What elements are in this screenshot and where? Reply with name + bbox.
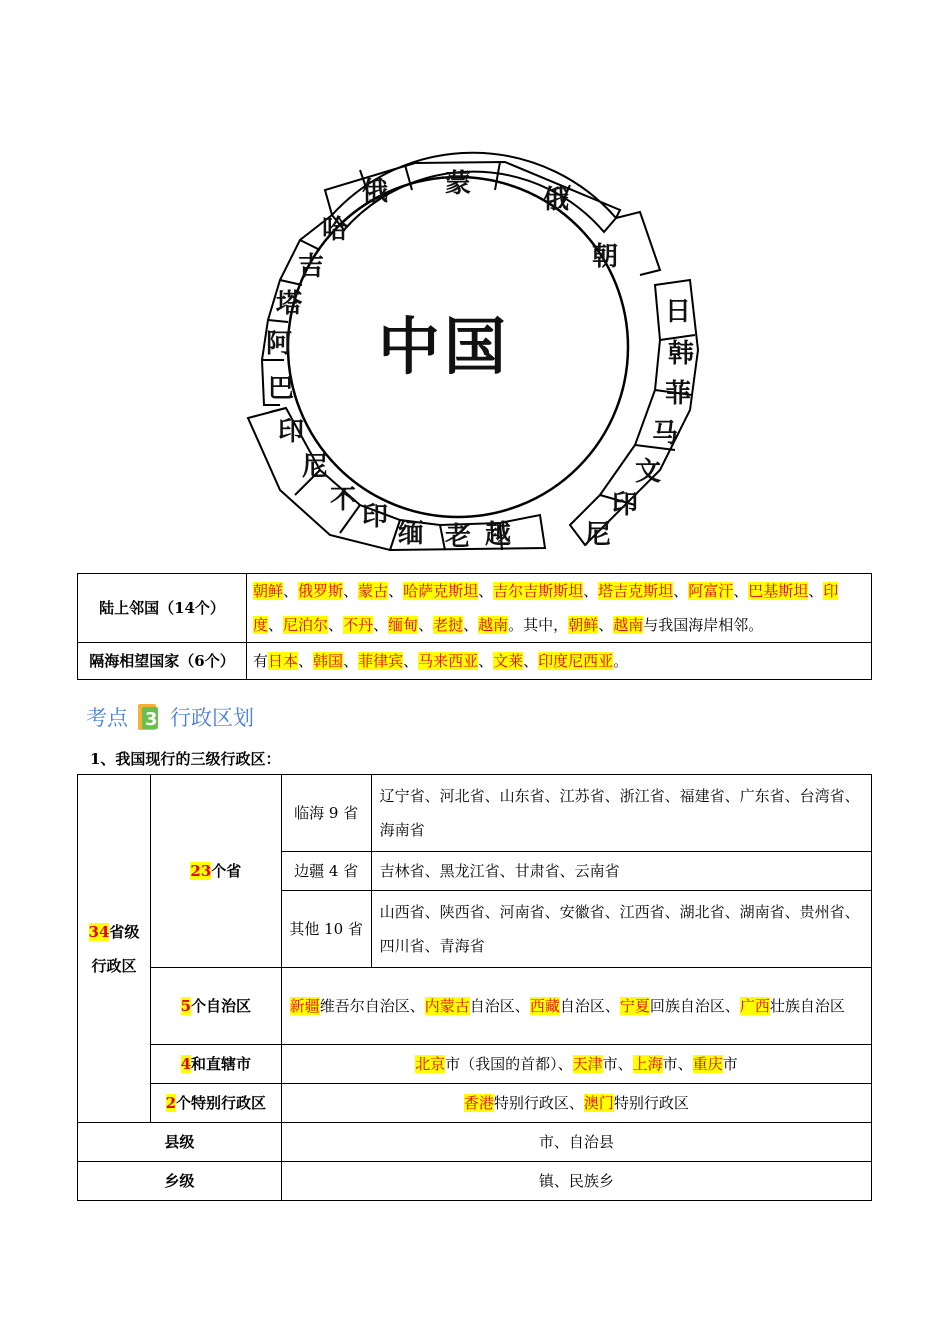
land-neighbor-item: 蒙古 (358, 582, 389, 600)
coastal-label: 临海 9 省 (281, 775, 371, 852)
ring-char-bhutan: 不 (330, 485, 357, 515)
section-name: 行政区划 (170, 706, 254, 730)
sar-count: 2 (165, 1094, 177, 1112)
sar-item: 澳门 (583, 1094, 614, 1112)
autonomous-item: 内蒙古 (424, 997, 470, 1015)
sea-char-indonesia-2: 尼 (585, 520, 612, 550)
neighbors-table (77, 573, 872, 680)
land-neighbor-item: 越南 (478, 616, 509, 634)
land-neighbor-item: 哈萨克斯坦 (403, 582, 479, 600)
table-row (78, 1045, 872, 1084)
land-neighbor-item: 阿富汗 (688, 582, 734, 600)
table-row (78, 1084, 872, 1123)
table-row (78, 1162, 872, 1201)
municipality-cell (150, 1045, 281, 1084)
land-neighbor-item: 塔吉克斯坦 (598, 582, 674, 600)
ring-char-vietnam: 越 (485, 520, 512, 550)
land-neighbor-item: 老挝 (433, 616, 464, 634)
border-list: 吉林省、黑龙江省、甘肃省、云南省 (371, 852, 871, 891)
ring-char-afghanistan: 阿 (266, 329, 293, 359)
sar-cell (150, 1084, 281, 1123)
section-title (86, 700, 254, 734)
township-label: 乡级 (78, 1162, 282, 1201)
center-label: 中国 (378, 310, 511, 383)
ring-char-nepal: 尼 (302, 452, 329, 482)
municipality-item: 上海 (632, 1055, 663, 1073)
township-value: 镇、民族乡 (281, 1162, 871, 1201)
china-neighbors-diagram (240, 150, 710, 570)
municipality-item: 北京 (415, 1055, 446, 1073)
sar-label: 个特别行政区 (176, 1094, 267, 1112)
sar-item: 香港 (463, 1094, 494, 1112)
svg-text:3: 3 (145, 709, 158, 730)
land-neighbor-item: 不丹 (343, 616, 374, 634)
other-list: 山西省、陕西省、河南省、安徽省、江西省、湖北省、湖南省、贵州省、四川省、青海省 (371, 891, 871, 968)
ring-char-kazakhstan: 哈 (322, 215, 349, 245)
land-neighbor-item: 俄罗斯 (298, 582, 344, 600)
land-neighbor-item: 尼泊尔 (283, 616, 329, 634)
autonomous-list: 新疆维吾尔自治区、内蒙古自治区、西藏自治区、宁夏回族自治区、广西壮族自治区 (281, 968, 871, 1045)
land-neighbors-label: 陆上邻国（14个） (78, 574, 247, 643)
table-row (78, 1123, 872, 1162)
border-label: 边疆 4 省 (281, 852, 371, 891)
autonomous-item: 广西 (739, 997, 770, 1015)
ring-char-russia-2: 俄 (543, 185, 570, 215)
provincial-count: 34 (88, 922, 110, 941)
provinces-cell (150, 775, 281, 968)
coastal-neighbor-item: 朝鲜 (568, 616, 599, 634)
sea-neighbor-item: 韩国 (313, 652, 344, 670)
autonomous-cell (150, 968, 281, 1045)
autonomous-label: 个自治区 (191, 997, 252, 1015)
sea-neighbor-item: 印度尼西亚 (538, 652, 614, 670)
land-neighbor-item: 缅甸 (388, 616, 419, 634)
autonomous-item: 新疆 (289, 997, 320, 1015)
provincial-label-1: 省级 (109, 922, 140, 941)
sea-neighbors-label: 隔海相望国家（6个） (78, 643, 247, 680)
ring-char-india: 印 (278, 417, 305, 447)
municipality-item: 天津 (572, 1055, 603, 1073)
admin-division-table (77, 774, 872, 1201)
sea-neighbor-item: 文莱 (493, 652, 524, 670)
autonomous-item: 西藏 (529, 997, 560, 1015)
sea-neighbors-row (78, 643, 872, 680)
sea-neighbors-content: 有日本、韩国、菲律宾、马来西亚、文莱、印度尼西亚。 (247, 643, 872, 680)
number-3-icon (136, 702, 160, 732)
ring-char-mongolia: 蒙 (445, 169, 472, 199)
land-neighbors-content: 朝鲜、俄罗斯、蒙古、哈萨克斯坦、吉尔吉斯斯坦、塔吉克斯坦、阿富汗、巴基斯坦、印度、尼泊尔、不丹、缅甸、老挝、越南。其中，朝鲜、越南与我国海岸相邻。 (247, 574, 872, 643)
municipality-count: 4 (180, 1055, 192, 1073)
ring-char-myanmar-in: 印 (362, 502, 389, 532)
ring-char-kyrgyzstan: 吉 (298, 252, 325, 282)
county-value: 市、自治县 (281, 1123, 871, 1162)
land-neighbor-item: 吉尔吉斯斯坦 (493, 582, 584, 600)
land-neighbors-row (78, 574, 872, 643)
coastal-list: 辽宁省、河北省、山东省、江苏省、浙江省、福建省、广东省、台湾省、海南省 (371, 775, 871, 852)
table-row (78, 968, 872, 1045)
sea-char-philippines: 菲 (665, 379, 692, 409)
sea-char-japan: 日 (665, 297, 692, 327)
ring-char-laos: 老 (445, 522, 472, 552)
province-count: 23 (190, 862, 212, 880)
province-label: 个省 (211, 862, 242, 880)
coastal-neighbor-item: 越南 (613, 616, 644, 634)
subheading: 1、我国现行的三级行政区： (90, 750, 281, 768)
municipality-item: 重庆 (692, 1055, 723, 1073)
municipality-label: 和直辖市 (191, 1055, 252, 1073)
sea-neighbor-item: 马来西亚 (418, 652, 479, 670)
autonomous-item: 宁夏 (619, 997, 650, 1015)
ring-char-russia-1: 俄 (362, 177, 389, 207)
land-neighbor-item: 印度 (253, 582, 839, 634)
sea-char-malaysia: 马 (652, 419, 679, 449)
sea-neighbor-item: 日本 (268, 652, 299, 670)
county-label: 县级 (78, 1123, 282, 1162)
sar-list: 香港特别行政区、澳门特别行政区 (281, 1084, 871, 1123)
municipality-list: 北京市（我国的首都）、天津市、上海市、重庆市 (281, 1045, 871, 1084)
sea-neighbor-item: 菲律宾 (358, 652, 404, 670)
ring-char-pakistan: 巴 (268, 374, 295, 404)
other-label: 其他 10 省 (281, 891, 371, 968)
provincial-level-cell (78, 775, 151, 1123)
ring-char-tajikistan: 塔 (276, 289, 303, 319)
provincial-label-2: 行政区 (91, 956, 137, 975)
land-neighbor-item: 巴基斯坦 (748, 582, 809, 600)
table-row (78, 775, 872, 852)
kaodian-label: 考点 (86, 706, 128, 730)
ring-char-nk: 朝 (592, 242, 619, 272)
land-neighbor-item: 朝鲜 (253, 582, 284, 600)
sea-char-korea: 韩 (668, 339, 695, 369)
ring-char-burma: 缅 (398, 519, 425, 549)
autonomous-count: 5 (180, 997, 192, 1015)
sea-char-brunei: 文 (635, 457, 662, 487)
sea-char-indonesia-1: 印 (612, 490, 639, 520)
